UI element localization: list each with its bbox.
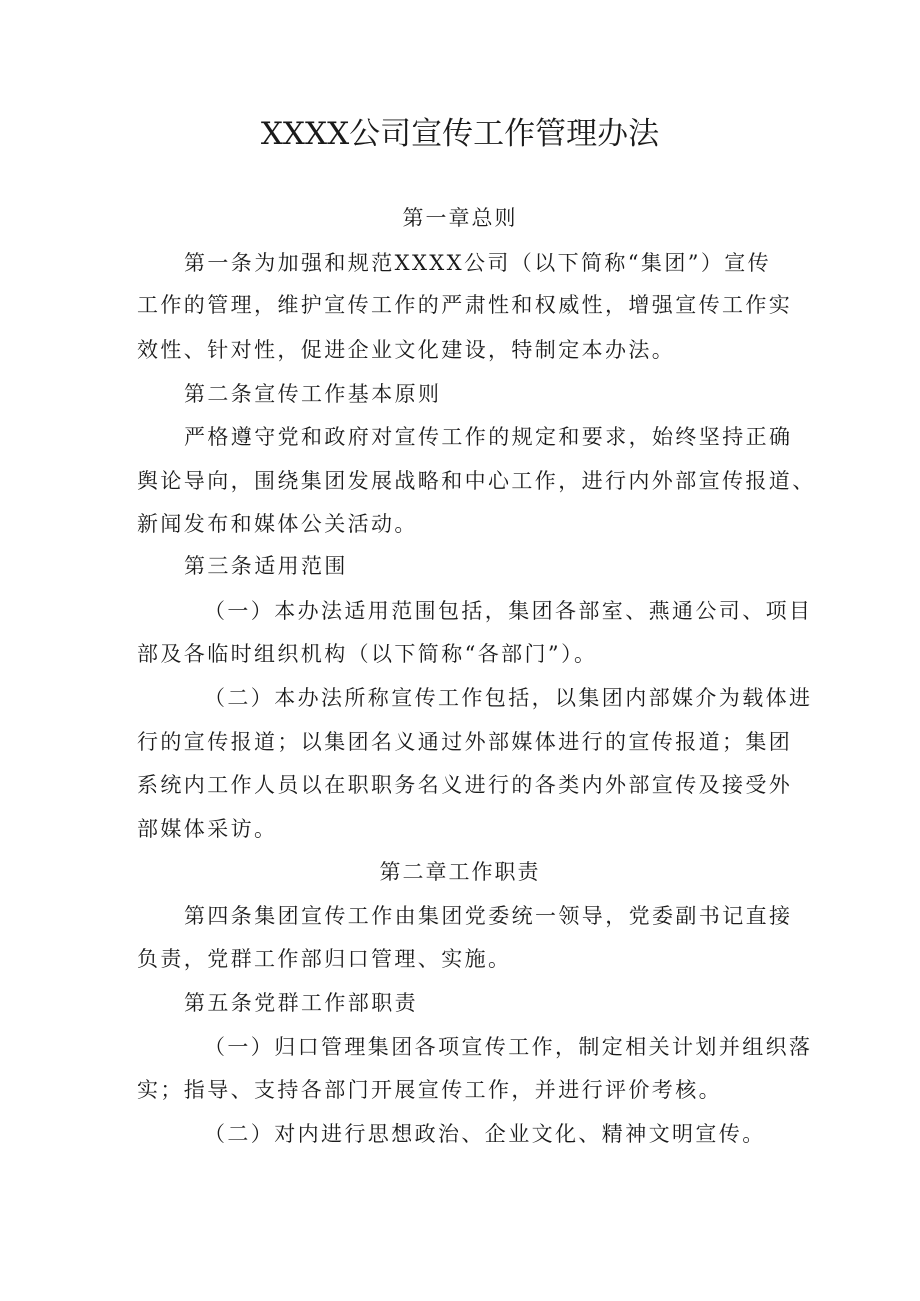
article-2-line-1: 严格遵守党和政府对宣传工作的规定和要求，始终坚持正确 xyxy=(184,425,793,449)
article-3-heading: 第三条适用范围 xyxy=(184,554,348,578)
article-1-line-3: 效性、针对性，促进企业文化建设，特制定本办法。 xyxy=(137,338,676,362)
chapter-heading: 第一章总则 xyxy=(402,206,518,230)
article-1-line-1: 第一条为加强和规范XXXX公司（以下简称“集团”）宣传 xyxy=(184,251,772,275)
article-2-line-2: 舆论导向，围绕集团发展战略和中心工作，进行内外部宣传报道、 xyxy=(137,469,816,493)
article-3-item-2-line-4: 部媒体采访。 xyxy=(137,817,278,841)
article-3-item-1-line-2: 部及各临时组织机构（以下简称“各部门”）。 xyxy=(137,642,598,666)
article-4-line-2: 负责，党群工作部归口管理、实施。 xyxy=(137,947,512,971)
article-5-item-1-line-2: 实；指导、支持各部门开展宣传工作，并进行评价考核。 xyxy=(137,1078,722,1102)
article-5-item-1-line-1: （一）归口管理集团各项宣传工作，制定相关计划并组织落 xyxy=(204,1035,813,1059)
document-title: XXXX公司宣传工作管理办法 xyxy=(260,116,660,152)
article-3-item-1-line-1: （一）本办法适用范围包括，集团各部室、燕通公司、项目 xyxy=(204,599,813,623)
article-2-heading: 第二条宣传工作基本原则 xyxy=(184,382,442,406)
article-4-line-1: 第四条集团宣传工作由集团党委统一领导，党委副书记直接 xyxy=(184,904,793,928)
article-5-heading: 第五条党群工作部职责 xyxy=(184,991,418,1015)
article-5-item-2-line-1: （二）对内进行思想政治、企业文化、精神文明宣传。 xyxy=(204,1122,766,1146)
article-3-item-2-line-3: 系统内工作人员以在职职务名义进行的各类内外部宣传及接受外 xyxy=(137,773,793,797)
article-3-item-2-line-2: 行的宣传报道；以集团名义通过外部媒体进行的宣传报道；集团 xyxy=(137,730,793,754)
article-1-line-2: 工作的管理，维护宣传工作的严肃性和权威性，增强宣传工作实 xyxy=(137,293,793,317)
article-2-line-3: 新闻发布和媒体公关活动。 xyxy=(137,512,418,536)
article-3-item-2-line-1: （二）本办法所称宣传工作包括，以集团内部媒介为载体进 xyxy=(204,686,813,710)
chapter-heading: 第二章工作职责 xyxy=(379,860,541,884)
